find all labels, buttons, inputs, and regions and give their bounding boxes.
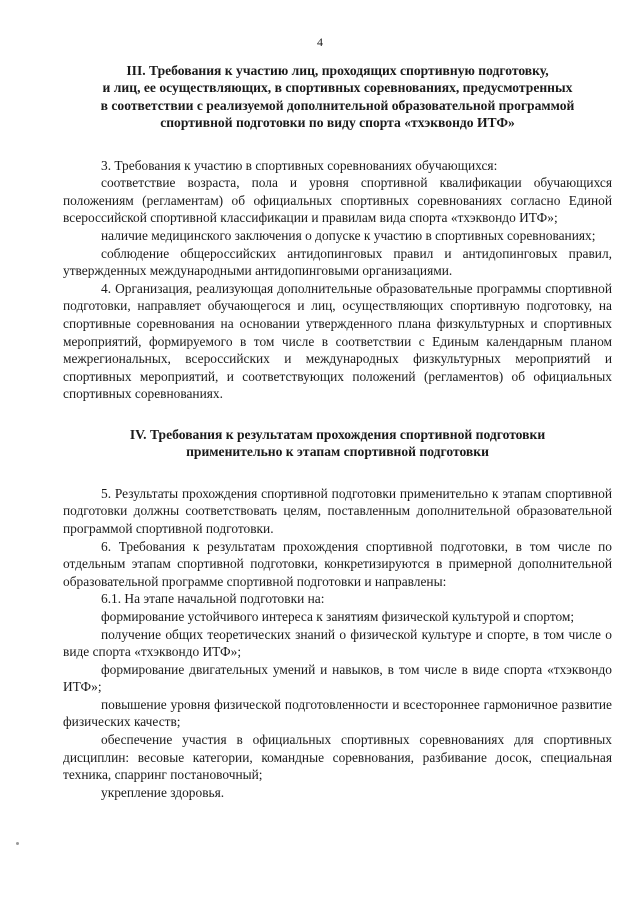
paragraph-5: 5. Результаты прохождения спортивной подготовки применительно к этапам спортивной подготовки должны соответствовать целям, поставленным дополнительной образовательной программой спортивной подготовки. [63,485,612,536]
section-3-heading-line: в соответствии с реализуемой дополнительной образовательной программой [100,97,575,113]
section-4-heading [63,426,612,461]
paragraph-6: 6. Требования к результатам прохождения спортивной подготовки, в том числе по отдельным этапам спортивной подготовки, конкретизируются в примерной дополнительной образовательной программе спортивной подготовки и направлены: [63,538,612,589]
paragraph-6-1: 6.1. На этапе начальной подготовки на: [101,591,325,607]
list-item-fitness: повышение уровня физической подготовленности и всестороннее гармоничное развитие физических качеств; [63,696,612,730]
page-number: 4 [317,35,323,49]
section-4-heading-line: применительно к этапам спортивной подготовки [186,444,489,460]
section-3-body [63,157,612,403]
paragraph-4: 4. Организация, реализующая дополнительные образовательные программы спортивной подготовки, направляет обучающегося и лиц, осуществляющих спортивную подготовку, на спортивные соревнования на основании утвержденного плана физкультурных и спортивных мероприятий, формируемого в том числе в соответствии с Единым календарным планом межрегиональных, всероссийских и международных физкультурных мероприятий и спортивных мероприятий, и соответствующих положений (регламентов) об официальных спортивных соревнованиях. [63,280,612,402]
paragraph-3: 3. Требования к участию в спортивных соревнованиях обучающихся: [101,157,498,173]
list-item-skills: формирование двигательных умений и навыков, в том числе в виде спорта «тхэквондо ИТФ»; [63,661,612,695]
list-item-competitions: обеспечение участия в официальных спортивных соревнованиях для спортивных дисциплин: весовые категории, командные соревнования, разбивание досок, специальная техника, спарринг постановочный; [63,732,612,783]
list-item-interest: формирование устойчивого интереса к занятиям физической культурой и спортом; [101,608,575,624]
list-item-health: укрепление здоровья. [101,784,225,800]
section-3-heading [63,62,612,132]
paragraph-3-item-medical: наличие медицинского заключения о допуске к участию в спортивных соревнованиях; [101,228,596,243]
scan-mark [16,842,19,845]
section-3-heading-line: III. Требования к участию лиц, проходящих спортивную подготовку, [126,63,549,78]
section-3-heading-line: спортивной подготовки по виду спорта «тхэквондо ИТФ» [160,115,515,131]
paragraph-3-item-age: соответствие возраста, пола и уровня спортивной квалификации обучающихся положениям (регламентам) об официальных спортивных соревнованиях согласно Единой всероссийской спортивной классификации и правилам вида спорта «тхэквондо ИТФ»; [63,175,612,226]
paragraph-3-item-antidoping: соблюдение общероссийских антидопинговых правил и антидопинговых правил, утвержденных международными антидопинговыми организациями. [63,245,612,279]
section-4-heading-line: IV. Требования к результатам прохождения спортивной подготовки [129,426,546,442]
document-body [63,62,612,801]
list-item-knowledge: получение общих теоретических знаний о физической культуре и спорте, в том числе о виде спорта «тхэквондо ИТФ»; [63,626,612,660]
section-4-body [63,485,612,802]
section-3-heading-line: и лиц, ее осуществляющих, в спортивных соревнованиях, предусмотренных [102,80,573,96]
